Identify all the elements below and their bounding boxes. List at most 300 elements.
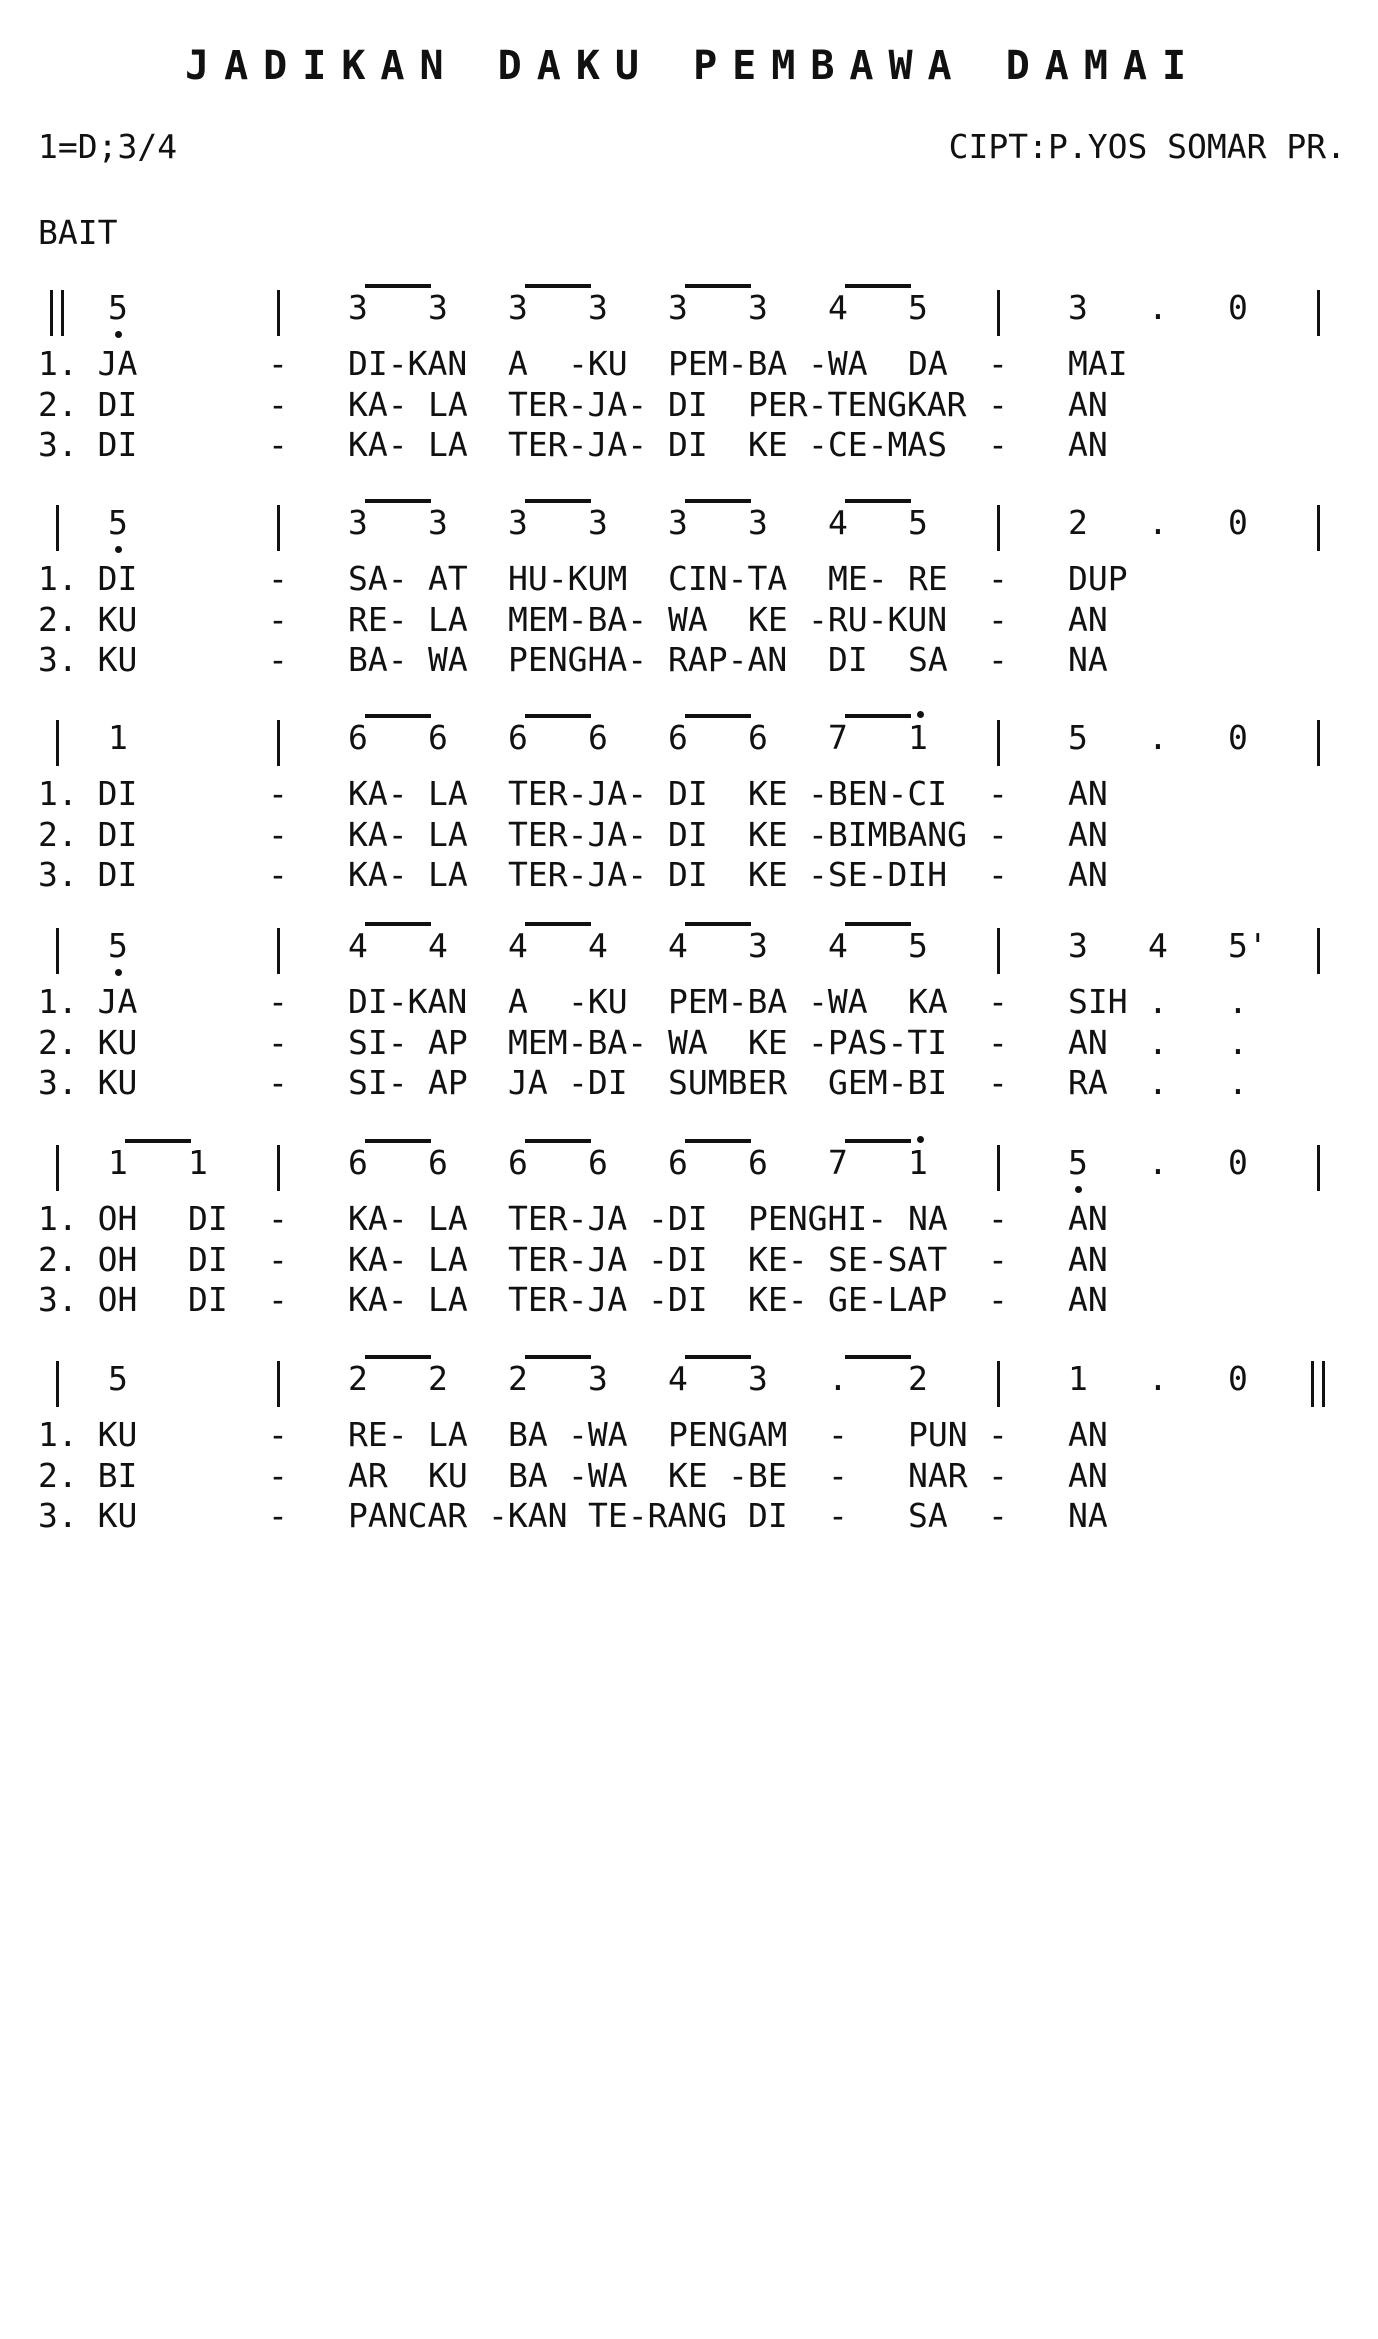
barline bbox=[56, 928, 59, 974]
note: 1 bbox=[908, 1143, 928, 1182]
lyric-dash: - bbox=[828, 1456, 848, 1495]
lyric-syllable: CIN-TA bbox=[668, 559, 788, 598]
lyric-syllable: ME- bbox=[828, 559, 888, 598]
lyric-syllable: . bbox=[1228, 1063, 1248, 1102]
lyric-syllable: TER-JA- bbox=[508, 855, 648, 894]
lyric-syllable: -CE-MAS bbox=[808, 425, 948, 464]
lyric-syllable: KE bbox=[748, 1023, 788, 1062]
lyric-syllable: DI bbox=[668, 774, 708, 813]
lyric-syllable: A bbox=[508, 344, 528, 383]
lyric-syllable: KA bbox=[908, 982, 948, 1021]
lyric-syllable: BA- bbox=[348, 640, 408, 679]
note: 3 bbox=[588, 503, 608, 542]
lyric-syllable: -DI bbox=[648, 1280, 708, 1319]
note: 5 bbox=[908, 926, 928, 965]
note: 6 bbox=[748, 1143, 768, 1182]
lyric-syllable: GEM-BI bbox=[828, 1063, 948, 1102]
lyric-syllable: KA- bbox=[348, 774, 408, 813]
lyric-syllable: MEM-BA- bbox=[508, 1023, 648, 1062]
beam bbox=[125, 1139, 191, 1143]
lyric-syllable: A bbox=[508, 982, 528, 1021]
beam bbox=[365, 284, 431, 288]
beam bbox=[525, 1139, 591, 1143]
note: 3 bbox=[668, 503, 688, 542]
barline bbox=[56, 1145, 59, 1191]
lyric-syllable: WA bbox=[428, 640, 468, 679]
lyric-syllable: PER-TENGKAR bbox=[748, 385, 967, 424]
lyric-dash: - bbox=[988, 982, 1008, 1021]
lyric-syllable: SA- bbox=[348, 559, 408, 598]
lyric-syllable: -DI bbox=[648, 1199, 708, 1238]
lyric-syllable: AP bbox=[428, 1023, 468, 1062]
lyric-dash: - bbox=[988, 425, 1008, 464]
lyric-syllable: TER-JA bbox=[508, 1240, 628, 1279]
lyric-syllable: -WA bbox=[568, 1456, 628, 1495]
lyric-syllable: SIH bbox=[1068, 982, 1128, 1021]
lyric-syllable: -WA bbox=[568, 1415, 628, 1454]
beam bbox=[685, 1355, 751, 1359]
lyric-syllable: KU bbox=[428, 1456, 468, 1495]
lyric-lead: 1. JA bbox=[38, 344, 138, 383]
page-title: JADIKAN DAKU PEMBAWA DAMAI bbox=[185, 43, 1202, 89]
lyric-syllable: SI- bbox=[348, 1023, 408, 1062]
barline bbox=[56, 1361, 59, 1407]
note: 5 bbox=[908, 503, 928, 542]
lyric-dash: - bbox=[268, 600, 288, 639]
note: 5 bbox=[908, 288, 928, 327]
lyric-dash: - bbox=[268, 344, 288, 383]
barline bbox=[277, 1145, 280, 1191]
note: 4 bbox=[508, 926, 528, 965]
barline bbox=[997, 720, 1000, 766]
lyric-syllable: AN bbox=[1068, 1415, 1108, 1454]
lyric-lead: 2. DI bbox=[38, 385, 138, 424]
lyric-syllable: . bbox=[1148, 982, 1168, 1021]
beam bbox=[525, 284, 591, 288]
lyric-syllable: LA bbox=[428, 425, 468, 464]
lyric-syllable: KA- bbox=[348, 1240, 408, 1279]
lyric-syllable: TE-RANG bbox=[588, 1496, 728, 1535]
lyric-dash: - bbox=[988, 1456, 1008, 1495]
beam bbox=[525, 922, 591, 926]
note: . bbox=[828, 1359, 848, 1398]
note: 3 bbox=[748, 503, 768, 542]
note: 6 bbox=[748, 718, 768, 757]
note: 5 bbox=[1068, 718, 1088, 757]
beam bbox=[525, 1355, 591, 1359]
barline bbox=[997, 1361, 1000, 1407]
lyric-syllable: RE- bbox=[348, 1415, 408, 1454]
lyric-syllable: KE- bbox=[748, 1280, 808, 1319]
lyric-syllable: . bbox=[1148, 1023, 1168, 1062]
note: 3 bbox=[588, 1359, 608, 1398]
lyric-syllable: -WA bbox=[808, 982, 868, 1021]
lyric-syllable: LA bbox=[428, 815, 468, 854]
lyric-syllable: -KU bbox=[568, 982, 628, 1021]
lyric-syllable: DA bbox=[908, 344, 948, 383]
note: 4 bbox=[828, 288, 848, 327]
barline bbox=[56, 720, 59, 766]
double-barline bbox=[1322, 1361, 1325, 1407]
lyric-syllable: GE-LAP bbox=[828, 1280, 948, 1319]
lyric-syllable: SI- bbox=[348, 1063, 408, 1102]
lyric-syllable: AN bbox=[1068, 774, 1108, 813]
lyric-syllable: DI-KAN bbox=[348, 982, 468, 1021]
note: 5 bbox=[108, 288, 128, 327]
lyric-syllable: TER-JA- bbox=[508, 774, 648, 813]
barline bbox=[277, 505, 280, 551]
note: 2 bbox=[508, 1359, 528, 1398]
note: 2 bbox=[1068, 503, 1088, 542]
note: 4 bbox=[348, 926, 368, 965]
note: 1 bbox=[908, 718, 928, 757]
lyric-syllable: DI bbox=[828, 640, 868, 679]
note: . bbox=[1148, 1143, 1168, 1182]
barline bbox=[997, 290, 1000, 336]
lyric-syllable: PEM-BA bbox=[668, 344, 788, 383]
lyric-syllable: HU-KUM bbox=[508, 559, 628, 598]
lyric-syllable: KE bbox=[748, 774, 788, 813]
lyric-dash: - bbox=[268, 1023, 288, 1062]
note: 0 bbox=[1228, 503, 1248, 542]
lyric-dash: - bbox=[268, 1415, 288, 1454]
lyric-syllable: TER-JA- bbox=[508, 425, 648, 464]
lyric-syllable: . bbox=[1228, 982, 1248, 1021]
lyric-syllable: LA bbox=[428, 1199, 468, 1238]
note: 3 bbox=[508, 288, 528, 327]
note: 3 bbox=[748, 926, 768, 965]
lyric-dash: - bbox=[828, 1496, 848, 1535]
lyric-syllable: AN bbox=[1068, 1456, 1108, 1495]
lyric-dash: - bbox=[988, 855, 1008, 894]
beam bbox=[685, 284, 751, 288]
lyric-dash: - bbox=[268, 774, 288, 813]
lyric-dash: - bbox=[268, 425, 288, 464]
lyric-syllable: DUP bbox=[1068, 559, 1128, 598]
note: 6 bbox=[508, 1143, 528, 1182]
lyric-syllable: -RU-KUN bbox=[808, 600, 948, 639]
lyric-syllable: MAI bbox=[1068, 344, 1128, 383]
note: 1 bbox=[1068, 1359, 1088, 1398]
note: 6 bbox=[348, 718, 368, 757]
note: 1 bbox=[188, 1143, 208, 1182]
lyric-syllable: DI bbox=[668, 815, 708, 854]
lyric-syllable: DI bbox=[188, 1199, 228, 1238]
lyric-dash: - bbox=[988, 600, 1008, 639]
lyric-syllable: KE bbox=[748, 855, 788, 894]
lyric-syllable: LA bbox=[428, 385, 468, 424]
lyric-syllable: RE bbox=[908, 559, 948, 598]
note: 5 bbox=[1068, 1143, 1088, 1182]
lyric-syllable: -DI bbox=[568, 1063, 628, 1102]
lyric-syllable: RE- bbox=[348, 600, 408, 639]
lyric-syllable: LA bbox=[428, 774, 468, 813]
lyric-dash: - bbox=[988, 344, 1008, 383]
lyric-syllable: AN bbox=[1068, 815, 1108, 854]
lyric-syllable: LA bbox=[428, 1280, 468, 1319]
lyric-syllable: JA bbox=[508, 1063, 548, 1102]
lyric-syllable: -BIMBANG bbox=[808, 815, 967, 854]
lyric-lead: 2. KU bbox=[38, 600, 138, 639]
barline bbox=[277, 290, 280, 336]
note: 4 bbox=[1148, 926, 1168, 965]
note: 3 bbox=[748, 1359, 768, 1398]
beam bbox=[685, 714, 751, 718]
lyric-dash: - bbox=[988, 640, 1008, 679]
lyric-syllable: KE bbox=[748, 815, 788, 854]
lyric-lead: 3. KU bbox=[38, 640, 138, 679]
lyric-syllable: MEM-BA- bbox=[508, 600, 648, 639]
beam bbox=[685, 1139, 751, 1143]
note: 3 bbox=[508, 503, 528, 542]
beam bbox=[525, 499, 591, 503]
lyric-lead: 2. OH bbox=[38, 1240, 138, 1279]
lyric-lead: 1. KU bbox=[38, 1415, 138, 1454]
lyric-syllable: AN bbox=[1068, 1199, 1108, 1238]
note: . bbox=[1148, 288, 1168, 327]
lyric-dash: - bbox=[268, 1240, 288, 1279]
lyric-lead: 3. KU bbox=[38, 1496, 138, 1535]
beam bbox=[845, 284, 911, 288]
note: 6 bbox=[588, 1143, 608, 1182]
lyric-dash: - bbox=[988, 1023, 1008, 1062]
lyric-dash: - bbox=[988, 1415, 1008, 1454]
lyric-syllable: AN bbox=[1068, 1240, 1108, 1279]
double-barline bbox=[50, 290, 53, 336]
note: 6 bbox=[428, 1143, 448, 1182]
lyric-syllable: RAP-AN bbox=[668, 640, 788, 679]
note: 4 bbox=[668, 926, 688, 965]
lyric-syllable: AN bbox=[1068, 600, 1108, 639]
lyric-syllable: LA bbox=[428, 1415, 468, 1454]
beam bbox=[365, 1139, 431, 1143]
note: 3 bbox=[428, 503, 448, 542]
lyric-syllable: LA bbox=[428, 600, 468, 639]
lyric-syllable: NA bbox=[1068, 640, 1108, 679]
lyric-syllable: DI bbox=[188, 1280, 228, 1319]
note: 0 bbox=[1228, 1143, 1248, 1182]
lyric-dash: - bbox=[988, 1240, 1008, 1279]
barline bbox=[1317, 505, 1320, 551]
note: 4 bbox=[828, 926, 848, 965]
lyric-syllable: PENGHA- bbox=[508, 640, 648, 679]
lyric-syllable: LA bbox=[428, 1240, 468, 1279]
section-label: BAIT bbox=[38, 213, 118, 252]
note: 2 bbox=[428, 1359, 448, 1398]
lyric-syllable: KE bbox=[748, 425, 788, 464]
lyric-dash: - bbox=[988, 815, 1008, 854]
octave-dot-high bbox=[917, 711, 924, 718]
lyric-syllable: LA bbox=[428, 855, 468, 894]
lyric-lead: 2. DI bbox=[38, 815, 138, 854]
lyric-syllable: -WA bbox=[808, 344, 868, 383]
lyric-syllable: KA- bbox=[348, 425, 408, 464]
lyric-lead: 1. DI bbox=[38, 774, 138, 813]
lyric-syllable: KE bbox=[668, 1456, 708, 1495]
lyric-syllable: RA bbox=[1068, 1063, 1108, 1102]
lyric-lead: 3. KU bbox=[38, 1063, 138, 1102]
lyric-dash: - bbox=[988, 1496, 1008, 1535]
lyric-syllable: SA bbox=[908, 1496, 948, 1535]
lyric-syllable: SA bbox=[908, 640, 948, 679]
beam bbox=[845, 499, 911, 503]
lyric-lead: 3. DI bbox=[38, 425, 138, 464]
lyric-syllable: . bbox=[1228, 1023, 1248, 1062]
barline bbox=[1317, 290, 1320, 336]
beam bbox=[365, 714, 431, 718]
lyric-dash: - bbox=[268, 385, 288, 424]
note: 4 bbox=[828, 503, 848, 542]
octave-dot-low bbox=[115, 331, 122, 338]
lyric-syllable: AN bbox=[1068, 425, 1108, 464]
barline bbox=[277, 720, 280, 766]
double-barline bbox=[1311, 1361, 1314, 1407]
lyric-dash: - bbox=[988, 1199, 1008, 1238]
octave-dot-low bbox=[115, 969, 122, 976]
lyric-lead: 1. JA bbox=[38, 982, 138, 1021]
note: 3 bbox=[428, 288, 448, 327]
note: . bbox=[1148, 503, 1168, 542]
lyric-syllable: KA- bbox=[348, 1199, 408, 1238]
lyric-syllable: -BE bbox=[728, 1456, 788, 1495]
lyric-syllable: DI bbox=[668, 855, 708, 894]
note: 3 bbox=[1068, 926, 1088, 965]
lyric-dash: - bbox=[268, 1063, 288, 1102]
note: 6 bbox=[668, 1143, 688, 1182]
note: 0 bbox=[1228, 718, 1248, 757]
note: 7 bbox=[828, 718, 848, 757]
lyric-syllable: NA bbox=[908, 1199, 948, 1238]
lyric-syllable: TER-JA bbox=[508, 1280, 628, 1319]
beam bbox=[845, 1355, 911, 1359]
barline bbox=[997, 1145, 1000, 1191]
beam bbox=[845, 1139, 911, 1143]
lyric-dash: - bbox=[268, 559, 288, 598]
note: 5 bbox=[108, 926, 128, 965]
lyric-dash: - bbox=[268, 982, 288, 1021]
note: 7 bbox=[828, 1143, 848, 1182]
lyric-dash: - bbox=[988, 559, 1008, 598]
beam bbox=[845, 922, 911, 926]
note: 3 bbox=[348, 288, 368, 327]
note: 5 bbox=[108, 503, 128, 542]
note: 3 bbox=[668, 288, 688, 327]
lyric-dash: - bbox=[268, 640, 288, 679]
lyric-syllable: -DI bbox=[648, 1240, 708, 1279]
lyric-syllable: -SE-DIH bbox=[808, 855, 948, 894]
lyric-syllable: DI bbox=[668, 385, 708, 424]
note: 5 bbox=[108, 1359, 128, 1398]
key-signature: 1=D;3/4 bbox=[38, 127, 178, 166]
beam bbox=[845, 714, 911, 718]
lyric-syllable: DI bbox=[188, 1240, 228, 1279]
lyric-lead: 1. OH bbox=[38, 1199, 138, 1238]
note: 2 bbox=[908, 1359, 928, 1398]
lyric-syllable: AN bbox=[1068, 385, 1108, 424]
lyric-syllable: PEM-BA bbox=[668, 982, 788, 1021]
lyric-syllable: . bbox=[1148, 1063, 1168, 1102]
octave-dot-low bbox=[115, 546, 122, 553]
barline bbox=[56, 505, 59, 551]
barline bbox=[997, 928, 1000, 974]
note: 3 bbox=[748, 288, 768, 327]
note: 3 bbox=[588, 288, 608, 327]
lyric-syllable: KE bbox=[748, 600, 788, 639]
lyric-syllable: KE- bbox=[748, 1240, 808, 1279]
lyric-syllable: AR bbox=[348, 1456, 388, 1495]
barline bbox=[1317, 720, 1320, 766]
lyric-lead: 2. KU bbox=[38, 1023, 138, 1062]
note: 6 bbox=[668, 718, 688, 757]
note: . bbox=[1148, 1359, 1168, 1398]
lyric-syllable: AN bbox=[1068, 1023, 1108, 1062]
lyric-dash: - bbox=[268, 1456, 288, 1495]
lyric-syllable: TER-JA- bbox=[508, 815, 648, 854]
lyric-dash: - bbox=[988, 1280, 1008, 1319]
octave-dot-low bbox=[1075, 1186, 1082, 1193]
lyric-syllable: DI bbox=[668, 425, 708, 464]
beam bbox=[365, 922, 431, 926]
lyric-syllable: AN bbox=[1068, 855, 1108, 894]
beam bbox=[365, 499, 431, 503]
barline bbox=[277, 1361, 280, 1407]
lyric-syllable: PANCAR bbox=[348, 1496, 468, 1535]
double-barline bbox=[61, 290, 64, 336]
lyric-syllable: -PAS-TI bbox=[808, 1023, 948, 1062]
lyric-syllable: TER-JA- bbox=[508, 385, 648, 424]
barline bbox=[277, 928, 280, 974]
lyric-lead: 3. OH bbox=[38, 1280, 138, 1319]
lyric-dash: - bbox=[988, 1063, 1008, 1102]
lyric-syllable: DI-KAN bbox=[348, 344, 468, 383]
barline bbox=[1317, 928, 1320, 974]
beam bbox=[685, 499, 751, 503]
beam bbox=[365, 1355, 431, 1359]
lyric-syllable: SE-SAT bbox=[828, 1240, 948, 1279]
lyric-syllable: -KU bbox=[568, 344, 628, 383]
lyric-syllable: PENGAM bbox=[668, 1415, 788, 1454]
lyric-dash: - bbox=[988, 385, 1008, 424]
lyric-dash: - bbox=[268, 815, 288, 854]
note: 2 bbox=[348, 1359, 368, 1398]
lyric-lead: 3. DI bbox=[38, 855, 138, 894]
note: 3 bbox=[348, 503, 368, 542]
lyric-syllable: KA- bbox=[348, 815, 408, 854]
note: 0 bbox=[1228, 288, 1248, 327]
lyric-syllable: NAR bbox=[908, 1456, 968, 1495]
lyric-lead: 2. BI bbox=[38, 1456, 138, 1495]
lyric-syllable: AT bbox=[428, 559, 468, 598]
note: 1 bbox=[108, 718, 128, 757]
note: 4 bbox=[668, 1359, 688, 1398]
note: 0 bbox=[1228, 1359, 1248, 1398]
lyric-dash: - bbox=[988, 774, 1008, 813]
lyric-syllable: AN bbox=[1068, 1280, 1108, 1319]
lyric-syllable: -BEN-CI bbox=[808, 774, 948, 813]
note: 4 bbox=[428, 926, 448, 965]
lyric-syllable: PUN bbox=[908, 1415, 968, 1454]
octave-dot-high bbox=[917, 1136, 924, 1143]
barline bbox=[1317, 1145, 1320, 1191]
note: 3 bbox=[1068, 288, 1088, 327]
note: 6 bbox=[508, 718, 528, 757]
lyric-syllable: KA- bbox=[348, 855, 408, 894]
note: 6 bbox=[348, 1143, 368, 1182]
note: 6 bbox=[428, 718, 448, 757]
lyric-dash: - bbox=[268, 855, 288, 894]
lyric-syllable: TER-JA bbox=[508, 1199, 628, 1238]
lyric-dash: - bbox=[268, 1280, 288, 1319]
